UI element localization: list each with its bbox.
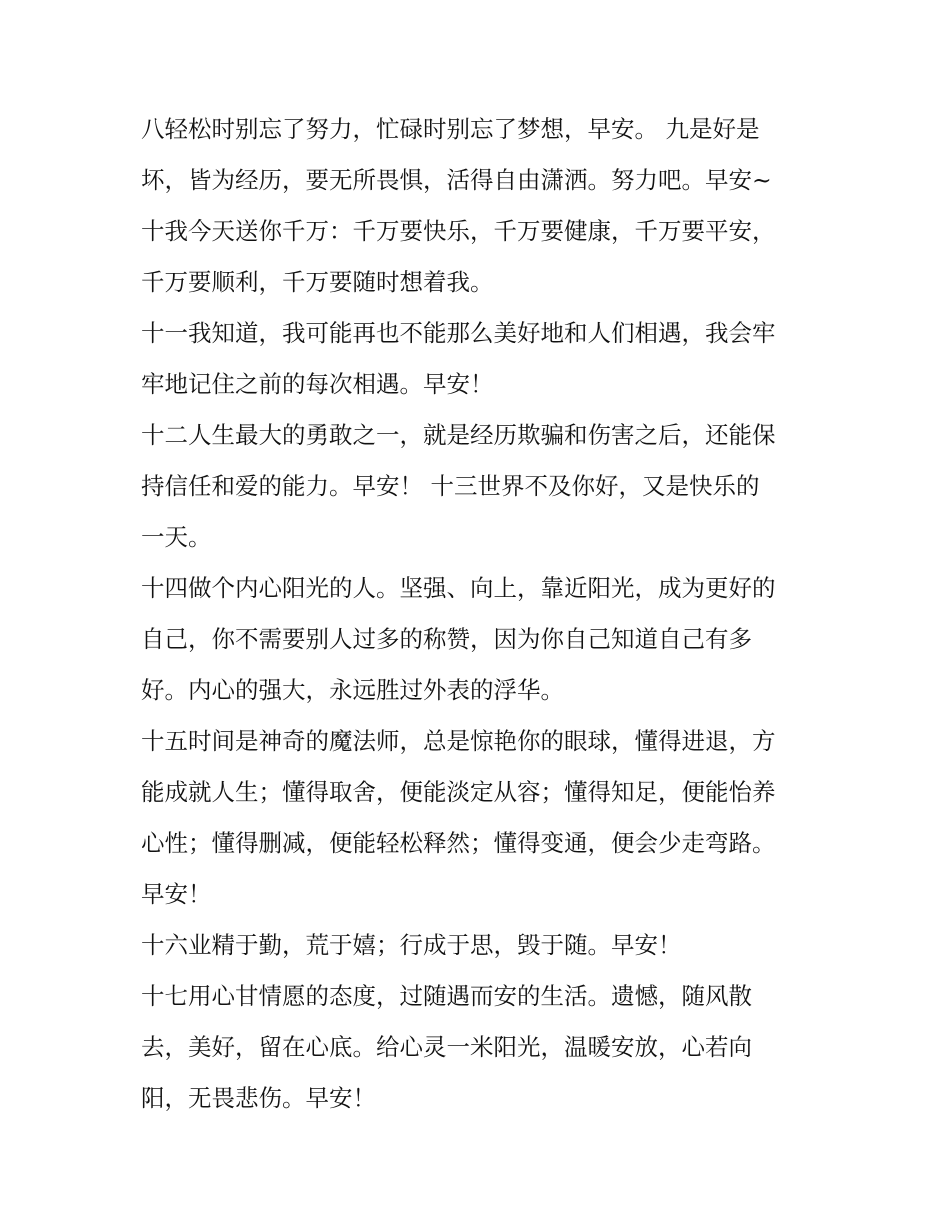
text-line: 持信任和爱的能力。早安！ 十三世界不及你好，又是快乐的 xyxy=(141,472,760,500)
text-line: 十四做个内心阳光的人。坚强、向上，靠近阳光，成为更好的 xyxy=(141,574,776,602)
text-line: 坏，皆为经历，要无所畏惧，活得自由潇洒。努力吧。早安~ xyxy=(141,166,772,194)
text-line: 十我今天送你千万：千万要快乐，千万要健康，千万要平安， xyxy=(141,217,776,245)
text-line: 能成就人生；懂得取舍，便能淡定从容；懂得知足，便能怡养 xyxy=(141,778,776,806)
text-line: 牢地记住之前的每次相遇。早安！ xyxy=(141,370,494,398)
text-line: 早安！ xyxy=(141,880,212,908)
text-line: 十六业精于勤，荒于嬉；行成于思，毁于随。早安！ xyxy=(141,931,682,959)
text-line: 十二人生最大的勇敢之一，就是经历欺骗和伤害之后，还能保 xyxy=(141,421,776,449)
text-line: 阳，无畏悲伤。早安！ xyxy=(141,1084,376,1112)
text-line: 自己，你不需要别人过多的称赞，因为你自己知道自己有多 xyxy=(141,625,752,653)
document-body xyxy=(141,104,821,1124)
text-line: 心性；懂得删减，便能轻松释然；懂得变通，便会少走弯路。 xyxy=(141,829,776,857)
text-line: 十五时间是神奇的魔法师，总是惊艳你的眼球，懂得进退，方 xyxy=(141,727,776,755)
text-line: 去，美好，留在心底。给心灵一米阳光，温暖安放，心若向 xyxy=(141,1033,752,1061)
text-line: 八轻松时别忘了努力，忙碌时别忘了梦想，早安。 九是好是 xyxy=(141,115,760,143)
text-line: 好。内心的强大，永远胜过外表的浮华。 xyxy=(141,676,564,704)
text-line: 千万要顺利，千万要随时想着我。 xyxy=(141,268,494,296)
text-line: 十七用心甘情愿的态度，过随遇而安的生活。遗憾，随风散 xyxy=(141,982,752,1010)
text-line: 十一我知道，我可能再也不能那么美好地和人们相遇，我会牢 xyxy=(141,319,776,347)
text-line: 一天。 xyxy=(141,523,212,551)
